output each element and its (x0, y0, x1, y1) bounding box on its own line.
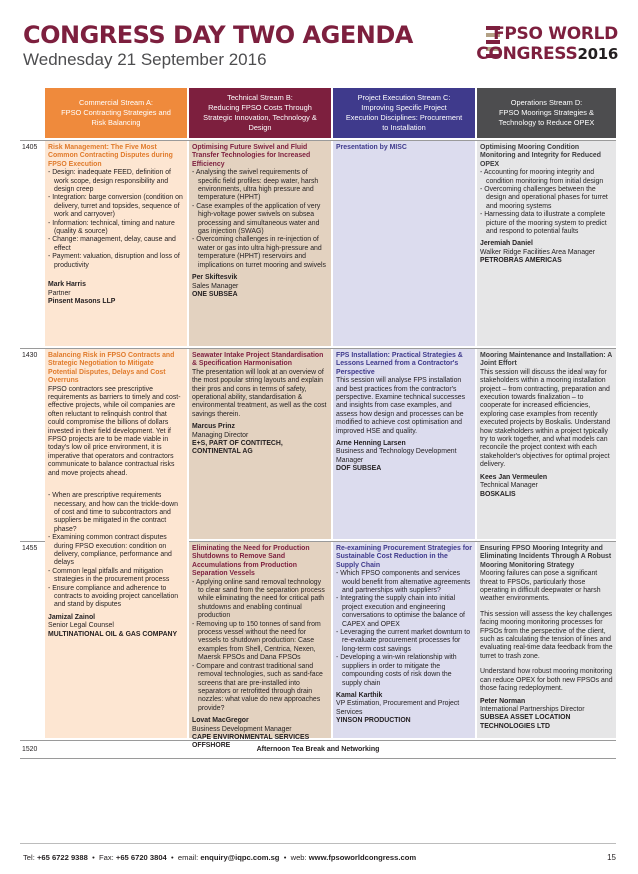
time-slot: 1520 (22, 746, 38, 753)
session-d2 (477, 349, 616, 539)
time-slot: 1455 (22, 545, 38, 552)
bullet: - Overcoming challenges between the design and operational phases for turret and mooring systems (480, 186, 608, 210)
speaker-company: ONE SUBSEA (192, 290, 238, 298)
session-title: Seawater Intake Project Standardisation & Specification Harmonisation (192, 352, 324, 368)
speaker-name: Per Skiftesvik (192, 274, 238, 282)
session-a1 (45, 141, 187, 346)
speaker-name: Peter Norman (480, 697, 526, 705)
speaker-role: Business Development Manager (192, 725, 292, 733)
footer-tel: +65 6722 9388 (36, 853, 88, 862)
session-description: Understand how robust mooring monitoring can reduce OPEX for both new FPSOs and those facing redeployment. (480, 668, 613, 693)
session-description: Mooring failures can pose a significant threat to FPSOs, particularly those operating in difficult deepwater or harsh weather environments. (480, 570, 601, 603)
page-number: 15 (607, 853, 616, 862)
session-title: FPS Installation: Practical Strategies & Lessons Learned from a Contractor's Perspective (336, 352, 463, 376)
speaker-name: Kees Jan Vermeulen (480, 473, 548, 481)
footer-web-link[interactable]: www.fpsoworldcongress.com (308, 853, 417, 862)
speaker-name: Arne Henning Larsen (336, 440, 406, 448)
bullet: - Case examples of the application of very high-voltage power swivels on subsea processing and simultaneous water and gas injection (SWAG) (192, 202, 321, 236)
session-title: Mooring Maintenance and Installation: A Joint Effort (480, 352, 612, 368)
session-title: Ensuring FPSO Mooring Integrity and Eliminating Incidents Through A Robust Mooring Monitoring Strategy (480, 545, 612, 569)
speaker-role: Senior Legal Counsel (48, 622, 114, 630)
session-title: Balancing Risk in FPSO Contracts and Strategic Negotiation to Mitigate Potential Disputes, Delays and Cost Overruns (48, 352, 175, 385)
bullet: - Removing up to 150 tonnes of sand from process vessel without the need for vessels to shutdown production: Case examples from Shell, Centrica, Nexen, Maersk FPSOs and Dana FPSOs (192, 620, 321, 662)
bullet: - Integration: barge conversion (condition on delivery, turret and topsides, sequence of work and carryover) (48, 194, 183, 219)
session-c1 (333, 141, 475, 346)
speaker-name: Jeremiah Daniel (480, 240, 533, 248)
bullet: - Examining common contract disputes during FPSO execution: condition on delivery, compliance, performance and delays (48, 534, 172, 567)
speaker-role: Technical Manager (480, 482, 538, 490)
bullet: - Payment: valuation, disruption and loss of productivity (48, 253, 180, 269)
speaker-role: Managing Director (192, 431, 249, 439)
bullet: - Which FPSO components and services would benefit from alternative agreements and partnerships with suppliers? (336, 570, 471, 595)
speaker-name: Lovat MacGregor (192, 717, 249, 725)
bullet: - When are prescriptive requirements necessary, and how can the trickle-down of cost and time to subcontractors and suppliers be mitigated in the contract phase? (48, 492, 178, 533)
bullet: - Information: technical, timing and nature (quality & source) (48, 219, 175, 236)
row-divider (20, 740, 616, 741)
speaker-company: MULTINATIONAL OIL & GAS COMPANY (48, 630, 178, 638)
bullet: - Developing a win-win relationship with suppliers in order to mitigate the compounding costs of risk down the supply chain (336, 654, 457, 687)
speaker-company: E+S, PART OF CONTITECH, CONTINENTAL AG (192, 440, 283, 456)
session-title: Re-examining Procurement Strategies for Sustainable Cost Reduction in the Supply Chain (336, 545, 472, 569)
speaker-company: BOSKALIS (480, 490, 516, 498)
footer-email-link[interactable]: enquiry@iqpc.com.sg (200, 853, 280, 862)
session-c2 (333, 349, 475, 539)
speaker-role: International Partnerships Director (480, 705, 585, 713)
speaker-company: PETROBRAS AMERICAS (480, 257, 562, 265)
speaker-role: Business and Technology Development Manager (336, 448, 457, 464)
session-title: Eliminating the Need for Production Shutdowns to Remove Sand Accumulations from Production Separation Vessels (192, 545, 310, 578)
speaker-company: SUBSEA ASSET LOCATION TECHNOLOGIES LTD (480, 714, 571, 730)
bullet: - Harnessing data to illustrate a complete picture of the mooring system to predict and respond to potential faults (480, 211, 607, 236)
speaker-name: Jamizal Zainol (48, 613, 96, 621)
session-title: Optimising Mooring Condition Monitoring and Integrity for Reduced OPEX (480, 144, 601, 168)
session-d1 (477, 141, 616, 346)
bullet: - Ensure compliance and adherence to contracts to avoiding project cancellation and stand by disputes (48, 584, 179, 609)
session-description: The presentation will look at an overview of the most popular string layouts and explain their pros and cons in terms of safety, operational ability, standardisation & environmental treatment, as well as the cost savings therein. (192, 368, 327, 418)
page-title: CONGRESS DAY TWO AGENDA (23, 21, 413, 49)
time-slot: 1430 (22, 352, 38, 359)
bullet: - Accounting for mooring integrity and condition monitoring from initial design (480, 169, 604, 185)
stream-d-header: Operations Stream D: FPSO Moorings Strategies & Technology to Reduce OPEX (477, 88, 616, 138)
stream-a-header: Commercial Stream A: FPSO Contracting Strategies and Risk Balancing (45, 88, 187, 138)
speaker-name: Mark Harris (48, 281, 86, 289)
bullet: - Change: management, delay, cause and effect (48, 236, 176, 252)
page-subtitle: Wednesday 21 September 2016 (23, 50, 267, 69)
session-description: FPSO contractors see prescriptive requirements as barriers to timely and cost-effective projects, while oil companies are often reluctant to relinquish control that could compromise the billions of dollars invested in their field development. Yet if FPSO projects are to be made viable in today's low oil price environment, it is imperative that operators and contractors communicate to balance contractual risks and move projects ahead. (48, 385, 181, 477)
session-description: This session will assess the key challenges facing mooring monitoring processes for FPSOs from the perspective of the client, such as calculating the tension of lines and evaluating real-time data feedback from the turret to trash zone. (480, 610, 613, 660)
session-description: This session will discuss the ideal way for stakeholders within a mooring installation project – from contracting, preparation and execution towards finalization – to cooperate for increased efficiencies, exploring case examples from recently executed projects by Boskalis. Understand how stakeholders within a project typically try to work together, and what models can reconcile the project context with each stakeholder's objectives for optimal project delivery. (480, 368, 611, 469)
session-d3 (477, 542, 616, 738)
session-b2 (189, 349, 331, 539)
session-title: Risk Management: The Five Most Common Contracting Disputes during FPSO Execution (48, 144, 173, 168)
session-description: This session will analyse FPS installation and best practices from the contractor's perspective. Examine technical successes and insights from case examples, and assess how design and processes can be modified to achieve cost optimisation and improved HSE and quality. (336, 377, 466, 435)
stream-c-header: Project Execution Stream C: Improving Specific Project Execution Disciplines: Procurement to Installation (333, 88, 475, 138)
speaker-role: Sales Manager (192, 282, 239, 290)
logo-line1: FPSO WORLD (493, 24, 618, 44)
speaker-name: Kamal Karthik (336, 691, 383, 699)
time-slot: 1405 (22, 144, 38, 151)
session-title: Presentation by MISC (336, 144, 407, 151)
session-c3 (333, 542, 475, 738)
speaker-name: Marcus Prinz (192, 423, 235, 431)
footer-contact: Tel: +65 6722 9388 • Fax: +65 6720 3804 • email: enquiry@iqpc.com.sg • web: www.fpsoworldcongress.com (23, 853, 417, 862)
session-b3 (189, 542, 331, 750)
bullet: - Design: inadequate FEED, definition of work scope, design responsibility and design creep (48, 169, 171, 194)
logo-year: 2016 (577, 45, 618, 63)
bullet: - Integrating the supply chain into initial project execution and engineering conversations to optimise the balance of CAPEX and OPEX (336, 595, 465, 628)
session-title: Optimising Future Swivel and Fluid Transfer Technologies for Increased Efficiency (192, 144, 311, 168)
speaker-role: VP Estimation, Procurement and Project Services (336, 700, 460, 716)
session-a2 (45, 349, 187, 738)
bullet: - Compare and contrast traditional sand removal technologies, such as sand-face screens that are pre-installed into separators or retrofitted through drain nozzles: what value do new approaches provide? (192, 662, 323, 712)
footer-divider (20, 843, 616, 844)
speaker-company: YINSON PRODUCTION (336, 717, 411, 725)
speaker-company: Pinsent Masons LLP (48, 297, 116, 305)
speaker-role: Partner (48, 289, 71, 297)
bullet: - Applying online sand removal technology to clear sand from the separation process while eliminating the need for critical path shutdowns and enabling continual production (192, 578, 325, 620)
row-divider (20, 758, 616, 759)
bullet: - Common legal pitfalls and mitigation strategies in the procurement process (48, 567, 170, 584)
speaker-role: Walker Ridge Facilities Area Manager (480, 248, 596, 256)
session-b1 (189, 141, 331, 346)
speaker-company: DOF SUBSEA (336, 465, 382, 473)
fpso-congress-logo (476, 24, 618, 68)
logo-line2: CONGRESS2016 (476, 44, 618, 64)
row-divider (20, 541, 45, 542)
speaker-company: CAPE ENVIRONMENTAL SERVICES OFFSHORE (192, 733, 310, 750)
footer-fax: +65 6720 3804 (115, 853, 167, 862)
bullet: - Overcoming challenges in re-injection of water or gas into ultra high-pressure and temperature (HPHT) reservoirs and implications on turret mooring and swivels (192, 236, 326, 269)
stream-b-header: Technical Stream B: Reducing FPSO Costs Through Strategic Innovation, Technology & Design (189, 88, 331, 138)
bullet: - Leveraging the current market downturn to re-evaluate procurement processes for long-term cost savings (336, 629, 471, 653)
bullet: - Analysing the swivel requirements of specific field profiles: deep water, harsh environments, ultra high pressure and temperature (HPHT) (192, 169, 319, 202)
page-header (23, 22, 413, 70)
break-label: Afternoon Tea Break and Networking (256, 746, 380, 753)
